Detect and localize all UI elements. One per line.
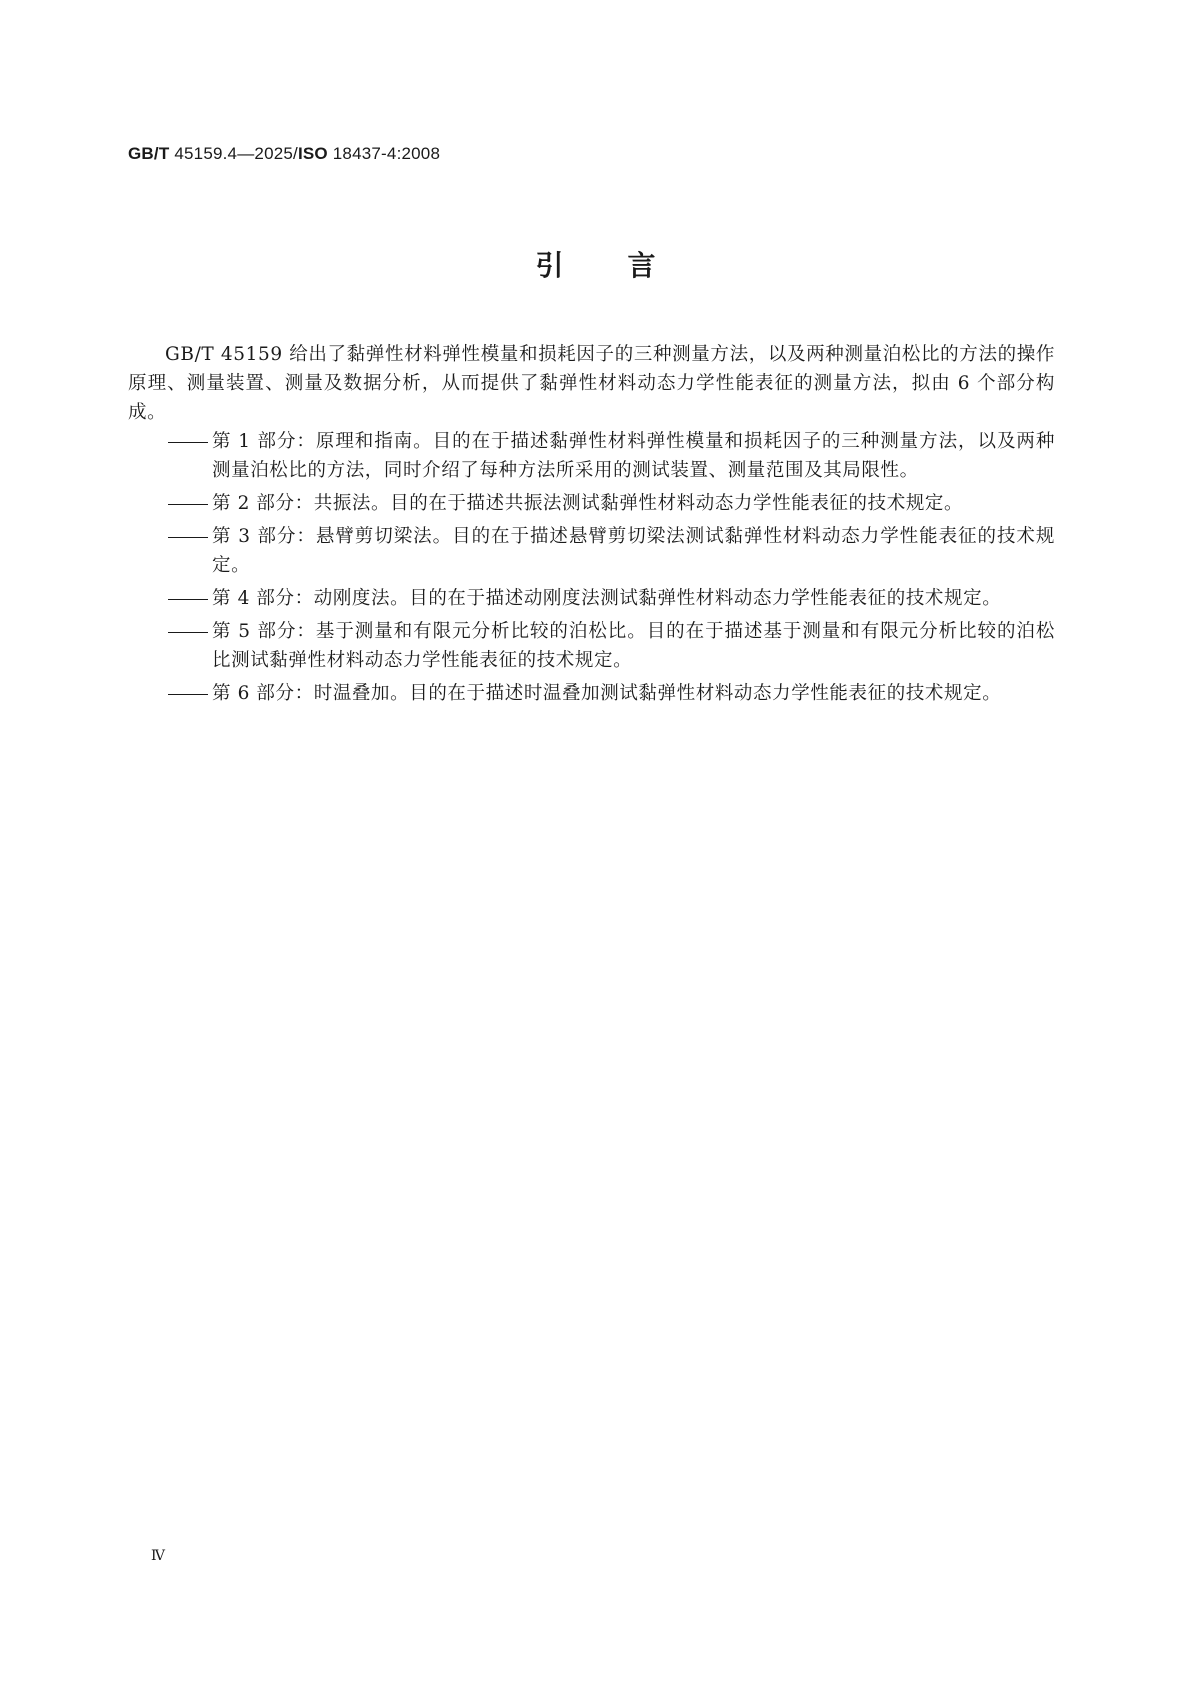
list-item-text: 第 6 部分：时温叠加。目的在于描述时温叠加测试黏弹性材料动态力学性能表征的技术规定。 bbox=[212, 683, 1002, 704]
iso-prefix: ISO bbox=[297, 144, 328, 163]
list-item-text: 第 5 部分：基于测量和有限元分析比较的泊松比。目的在于描述基于测量和有限元分析比较的泊松比测试黏弹性材料动态力学性能表征的技术规定。 bbox=[212, 621, 1055, 671]
list-item-text: 第 3 部分：悬臂剪切梁法。目的在于描述悬臂剪切梁法测试黏弹性材料动态力学性能表征的技术规定。 bbox=[212, 526, 1055, 576]
list-item bbox=[128, 522, 1055, 580]
list-item bbox=[128, 679, 1055, 708]
list-item bbox=[128, 584, 1055, 613]
standard-prefix: GB/T bbox=[128, 144, 170, 163]
list-item bbox=[128, 427, 1055, 485]
document-header bbox=[128, 144, 440, 164]
list-item-text: 第 2 部分：共振法。目的在于描述共振法测试黏弹性材料动态力学性能表征的技术规定。 bbox=[212, 493, 964, 514]
intro-paragraph: GB/T 45159 给出了黏弹性材料弹性模量和损耗因子的三种测量方法，以及两种测量泊松比的方法的操作原理、测量装置、测量及数据分析，从而提供了黏弹性材料动态力学性能表征的测量方法，拟由 6 个部分构成。 bbox=[128, 344, 1055, 423]
list-item bbox=[128, 617, 1055, 675]
parts-list bbox=[128, 427, 1055, 708]
list-item-text: 第 4 部分：动刚度法。目的在于描述动刚度法测试黏弹性材料动态力学性能表征的技术规定。 bbox=[212, 588, 1002, 609]
list-item-text: 第 1 部分：原理和指南。目的在于描述黏弹性材料弹性模量和损耗因子的三种测量方法，以及两种测量泊松比的方法，同时介绍了每种方法所采用的测试装置、测量范围及其局限性。 bbox=[212, 431, 1055, 481]
list-item bbox=[128, 489, 1055, 518]
introduction-body bbox=[128, 340, 1055, 712]
standard-number: 45159.4—2025/ bbox=[174, 144, 298, 163]
page-title: 引言 bbox=[535, 249, 720, 282]
iso-number: 18437-4:2008 bbox=[332, 144, 441, 163]
page-number: Ⅳ bbox=[151, 1548, 165, 1564]
